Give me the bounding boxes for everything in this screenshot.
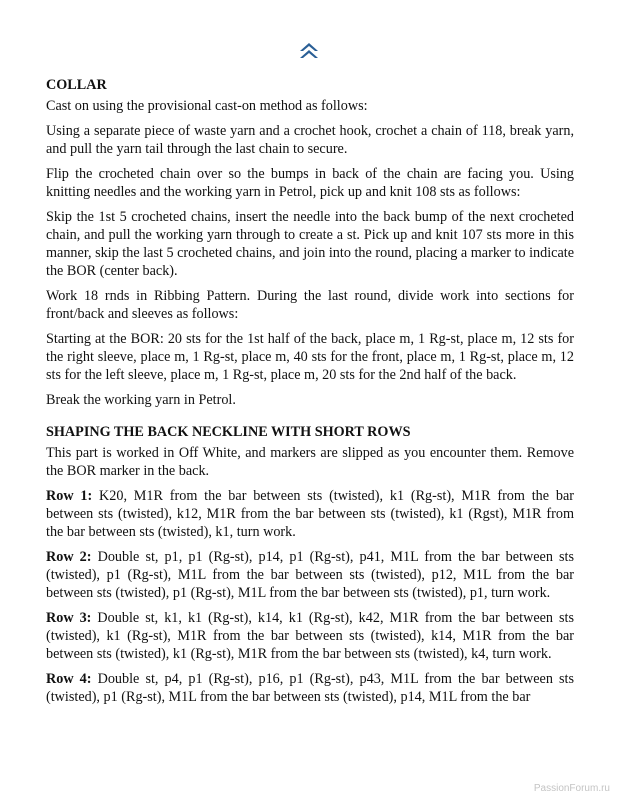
row-text: Double st, p4, p1 (Rg-st), p16, p1 (Rg-st), p43, M1L from the bar between sts (twisted), p1 (Rg-st), M1L from the bar between sts (twisted), p14, M1L from the bar [46, 671, 574, 705]
site-watermark: PassionForum.ru [533, 783, 610, 794]
row-label: Row 3: [46, 610, 92, 626]
collar-paragraph: Skip the 1st 5 crocheted chains, insert the needle into the back bump of the next crocheted chain, and pull the working yarn through to create a st. Pick up and knit 107 sts more in this manner, skip the last 5 crocheted chains, and join into the round, placing a marker to indicate the BOR (center back). [46, 209, 574, 279]
row-text: K20, M1R from the bar between sts (twisted), k1 (Rg-st), M1R from the bar between sts (twisted), k12, M1R from the bar between sts (twisted), k1 (Rgst), M1R from the bar between sts (twisted), k1, turn work. [46, 488, 574, 540]
row-label: Row 2: [46, 549, 92, 565]
row-text: Double st, p1, p1 (Rg-st), p14, p1 (Rg-st), p41, M1L from the bar between sts (twisted), p1 (Rg-st), M1L from the bar between sts (twisted), p12, M1L from the bar between sts (twisted), p1 (Rg-st), M1L from the bar between sts (twisted), p1, turn work. [46, 549, 574, 601]
collar-paragraph: Cast on using the provisional cast-on method as follows: [46, 98, 368, 114]
row-text: Double st, k1, k1 (Rg-st), k14, k1 (Rg-st), k42, M1R from the bar between sts (twisted), k1 (Rg-st), M1R from the bar between sts (twisted), k14, M1R from the bar between sts (twisted), k1 (Rg-st), M1R from the bar between sts (twisted), k4, turn work. [46, 610, 574, 662]
row-label: Row 1: [46, 488, 93, 504]
row-label: Row 4: [46, 671, 92, 687]
collar-paragraph: Flip the crocheted chain over so the bumps in back of the chain are facing you. Using knitting needles and the working yarn in Petrol, pick up and knit 108 sts as follows: [46, 166, 574, 200]
row-instruction [46, 609, 574, 663]
row-instruction [46, 670, 574, 706]
shaping-heading: SHAPING THE BACK NECKLINE WITH SHORT ROWS [46, 424, 411, 440]
collar-paragraph: Break the working yarn in Petrol. [46, 392, 236, 408]
row-instruction [46, 548, 574, 602]
publisher-logo-icon [298, 40, 320, 60]
collar-paragraph: Using a separate piece of waste yarn and a crochet hook, crochet a chain of 118, break yarn, and pull the yarn tail through the last chain to secure. [46, 123, 574, 157]
collar-heading: COLLAR [46, 77, 107, 93]
row-instruction [46, 487, 574, 541]
collar-paragraph: Starting at the BOR: 20 sts for the 1st half of the back, place m, 1 Rg-st, place m, 12 sts for the right sleeve, place m, 1 Rg-st, place m, 40 sts for the front, place m, 1 Rg-st, place m, 12 sts for the left sleeve, place m, 1 Rg-st, place m, 20 sts for the 2nd half of the back. [46, 331, 574, 383]
collar-paragraph: Work 18 rnds in Ribbing Pattern. During the last round, divide work into sections for front/back and sleeves as follows: [46, 288, 574, 322]
document-page [46, 76, 574, 713]
shaping-intro: This part is worked in Off White, and markers are slipped as you encounter them. Remove the BOR marker in the back. [46, 445, 574, 479]
